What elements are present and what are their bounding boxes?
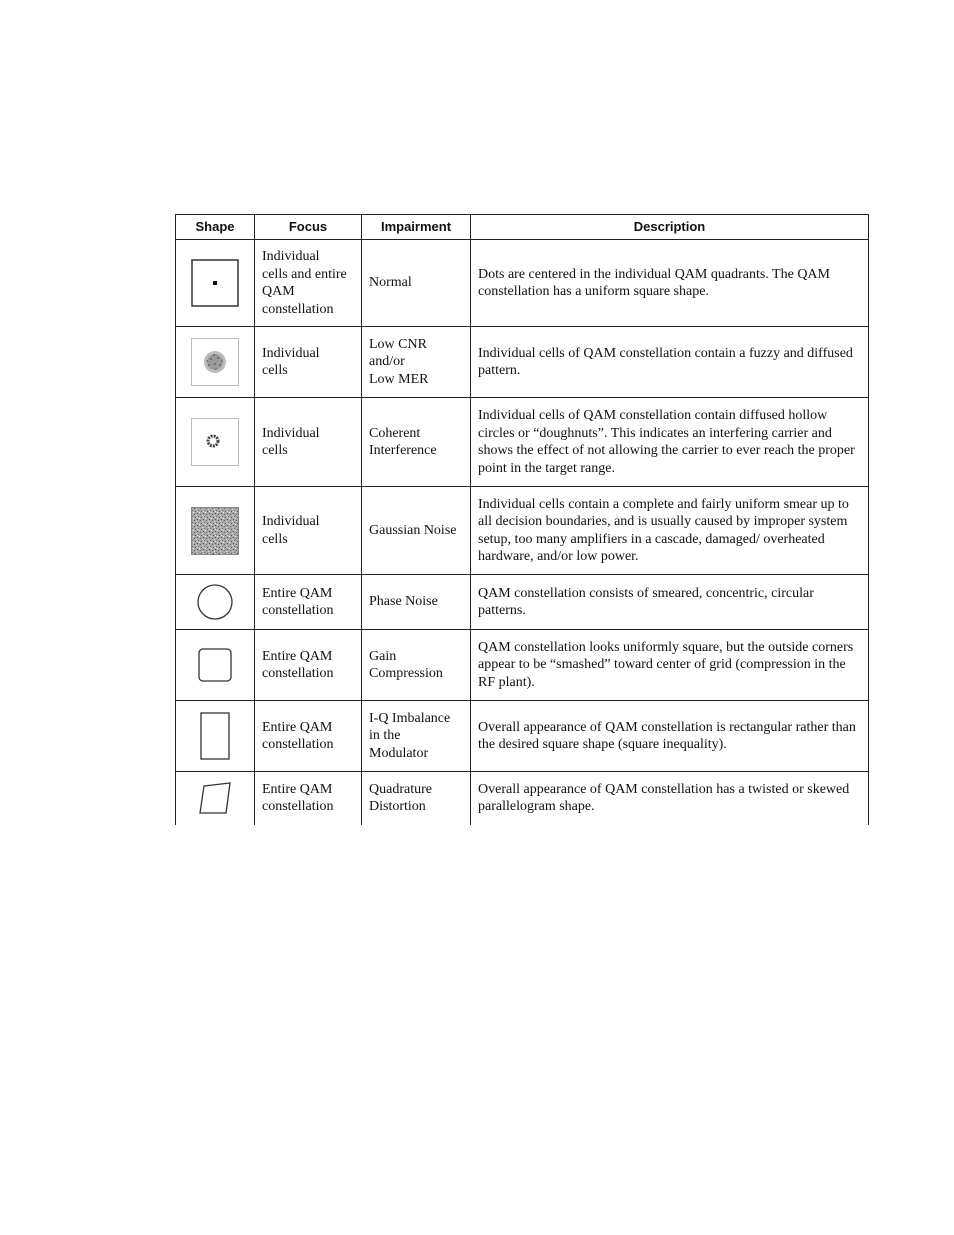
table-row: [176, 772, 869, 825]
impairment-cell: Gaussian Noise: [362, 487, 471, 575]
header-description: Description: [471, 215, 869, 240]
shape-cell: [176, 240, 255, 327]
tall-rectangle-icon: [195, 710, 235, 762]
skewed-parallelogram-icon: [195, 778, 235, 818]
table-row: [176, 630, 869, 701]
doughnut-ring-icon: [191, 418, 239, 466]
description-cell: QAM constellation consists of smeared, concentric, circular patterns.: [471, 575, 869, 630]
description-cell: Individual cells of QAM constellation contain diffused hollow circles or “doughnuts”. This indicates an interfering carrier and shows the effect of not allowing the carrier to ever reach the proper point in the target range.: [471, 398, 869, 487]
focus-cell: Entire QAM constellation: [255, 772, 362, 825]
impairment-cell: Phase Noise: [362, 575, 471, 630]
header-impairment: Impairment: [362, 215, 471, 240]
single-centered-dot-icon: [191, 259, 239, 307]
description-cell: Overall appearance of QAM constellation is rectangular rather than the desired square shape (square inequality).: [471, 701, 869, 772]
impairment-cell: Normal: [362, 240, 471, 327]
impairment-table: [175, 214, 869, 825]
shape-cell: [176, 575, 255, 630]
impairment-cell: Gain Compression: [362, 630, 471, 701]
impairment-cell: I-Q Imbalance in the Modulator: [362, 701, 471, 772]
focus-cell: Entire QAM constellation: [255, 630, 362, 701]
shape-cell: [176, 701, 255, 772]
rounded-square-icon: [195, 645, 235, 685]
focus-cell: Entire QAM constellation: [255, 575, 362, 630]
description-cell: QAM constellation looks uniformly square, but the outside corners appear to be “smashed” toward center of grid (compression in the RF plant).: [471, 630, 869, 701]
header-shape: Shape: [176, 215, 255, 240]
description-cell: Individual cells contain a complete and fairly uniform smear up to all decision boundaries, and is usually caused by improper system setup, too many amplifiers in a cascade, damaged/ overheated hardware, and/or low power.: [471, 487, 869, 575]
focus-cell: Individual cells: [255, 487, 362, 575]
uniform-noise-square-icon: [191, 507, 239, 555]
table-row: [176, 487, 869, 575]
table-row: [176, 240, 869, 327]
shape-cell: [176, 772, 255, 825]
table-row: [176, 327, 869, 398]
table-row: [176, 398, 869, 487]
shape-cell: [176, 327, 255, 398]
table-row: [176, 701, 869, 772]
table-header-row: [176, 215, 869, 240]
impairment-cell: Coherent Interference: [362, 398, 471, 487]
focus-cell: Individual cells: [255, 398, 362, 487]
description-cell: Overall appearance of QAM constellation has a twisted or skewed parallelogram shape.: [471, 772, 869, 825]
shape-cell: [176, 398, 255, 487]
focus-cell: Entire QAM constellation: [255, 701, 362, 772]
impairment-cell: Quadrature Distortion: [362, 772, 471, 825]
circle-outline-icon: [195, 582, 235, 622]
description-cell: Individual cells of QAM constellation contain a fuzzy and diffused pattern.: [471, 327, 869, 398]
focus-cell: Individual cells: [255, 327, 362, 398]
table-row: [176, 575, 869, 630]
header-focus: Focus: [255, 215, 362, 240]
focus-cell: Individual cells and entire QAM constellation: [255, 240, 362, 327]
shape-cell: [176, 630, 255, 701]
fuzzy-cluster-icon: [191, 338, 239, 386]
description-cell: Dots are centered in the individual QAM quadrants. The QAM constellation has a uniform square shape.: [471, 240, 869, 327]
shape-cell: [176, 487, 255, 575]
impairment-cell: Low CNR and/or Low MER: [362, 327, 471, 398]
